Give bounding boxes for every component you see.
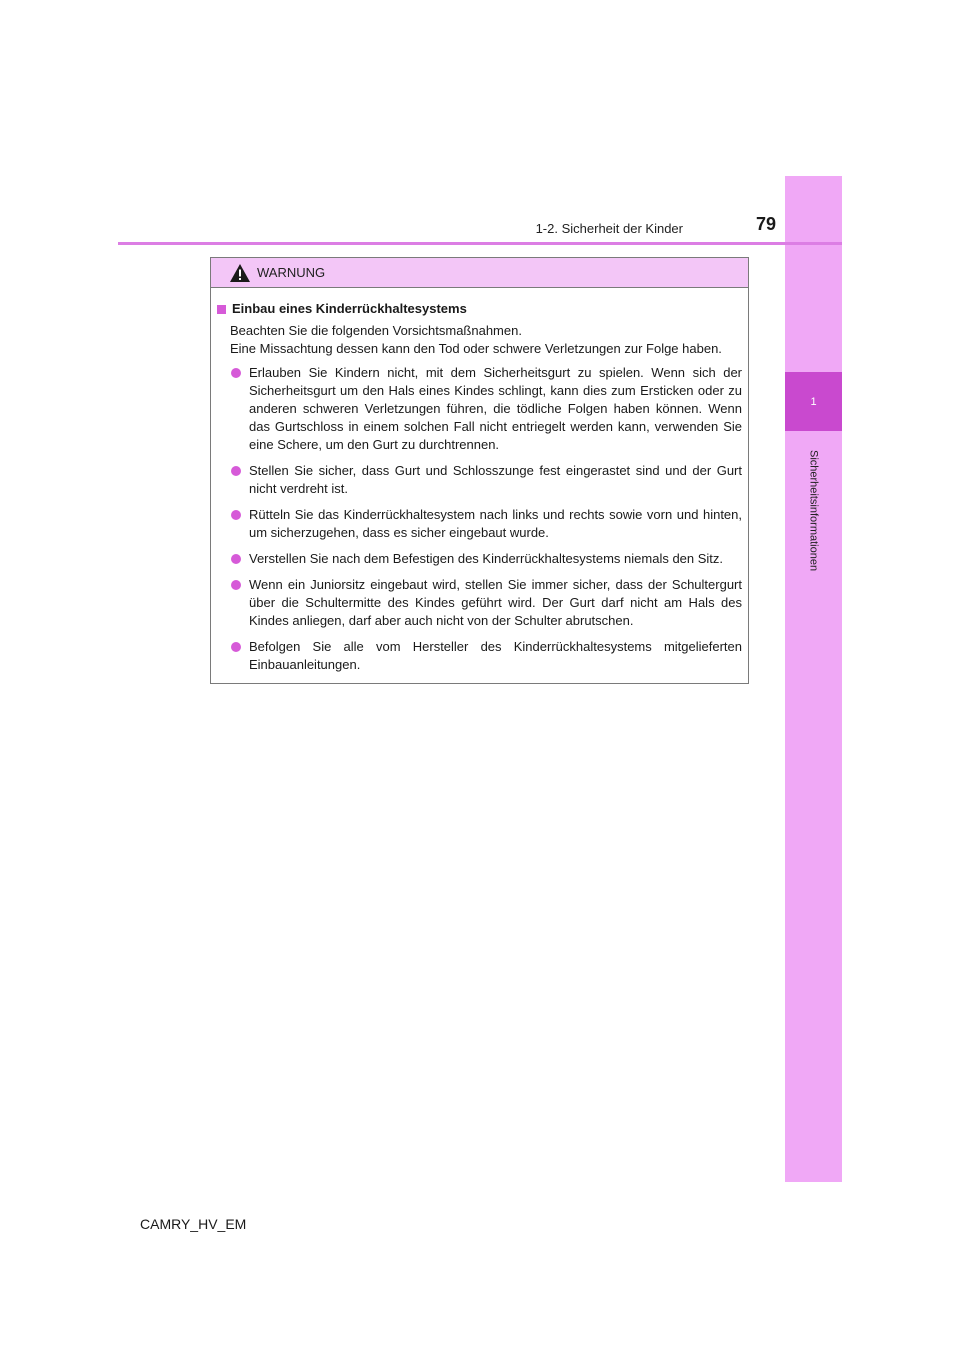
intro-line: Eine Missachtung dessen kann den Tod oder schwere Verletzungen zur Folge haben. [230, 341, 722, 356]
document-code: CAMRY_HV_EM [140, 1216, 247, 1232]
list-item-text: Stellen Sie sicher, dass Gurt und Schlosszunge fest eingerastet sind und der Gurt nicht verdreht ist. [249, 463, 742, 496]
bullet-dot-icon [231, 510, 241, 520]
bullet-dot-icon [231, 580, 241, 590]
chapter-number: 1 [810, 395, 817, 408]
bullet-dot-icon [231, 554, 241, 564]
bullet-dot-icon [231, 368, 241, 378]
warning-header [211, 258, 748, 288]
list-item [217, 576, 742, 630]
list-item [217, 638, 742, 674]
warning-subheading-text: Einbau eines Kinderrückhaltesystems [232, 301, 467, 316]
chapter-label: Sicherheitsinformationen [807, 450, 820, 572]
header-divider [118, 242, 842, 245]
chapter-side-strip [785, 176, 842, 1182]
chapter-label-container [785, 436, 842, 586]
intro-line: Beachten Sie die folgenden Vorsichtsmaßnahmen. [230, 323, 522, 338]
warning-body [211, 288, 748, 674]
warning-intro [217, 322, 742, 358]
list-item [217, 462, 742, 498]
list-item-text: Wenn ein Juniorsitz eingebaut wird, stellen Sie immer sicher, dass der Schultergurt über die Schultermitte des Kindes geführt wird. Der Gurt darf nicht am Hals des Kindes anliegen, darf aber auch nicht von der Schulter abrutschen. [249, 577, 742, 628]
square-bullet-icon [217, 305, 226, 314]
warning-bullet-list [217, 364, 742, 674]
section-title: 1-2. Sicherheit der Kinder [535, 221, 683, 236]
list-item-text: Befolgen Sie alle vom Hersteller des Kinderrückhaltesystems mitgelieferten Einbauanleitungen. [249, 639, 742, 672]
bullet-dot-icon [231, 642, 241, 652]
bullet-dot-icon [231, 466, 241, 476]
warning-title: WARNUNG [257, 265, 326, 280]
list-item [217, 364, 742, 454]
list-item-text: Rütteln Sie das Kinderrückhaltesystem nach links und rechts sowie vorn und hinten, um sicherzugehen, dass es sicher eingebaut wurde. [249, 507, 742, 540]
page-number: 79 [755, 214, 776, 234]
list-item-text: Erlauben Sie Kindern nicht, mit dem Sicherheitsgurt zu spielen. Wenn sich der Sicherheitsgurt um den Hals eines Kindes schlingt, kann dies zum Ersticken oder zu anderen schweren Verletzungen führen, die tödliche Folgen haben können. Wenn das Gurtschloss in einem solchen Fall nicht entriegelt werden kann, verwenden Sie eine Schere, um den Gurt zu durchtrennen. [249, 365, 742, 452]
list-item [217, 550, 742, 568]
warning-triangle-icon [229, 263, 251, 283]
chapter-number-tab[interactable] [785, 372, 842, 431]
warning-subheading [217, 300, 742, 318]
list-item [217, 506, 742, 542]
list-item-text: Verstellen Sie nach dem Befestigen des Kinderrückhaltesystems niemals den Sitz. [249, 551, 724, 566]
warning-box [210, 257, 749, 684]
